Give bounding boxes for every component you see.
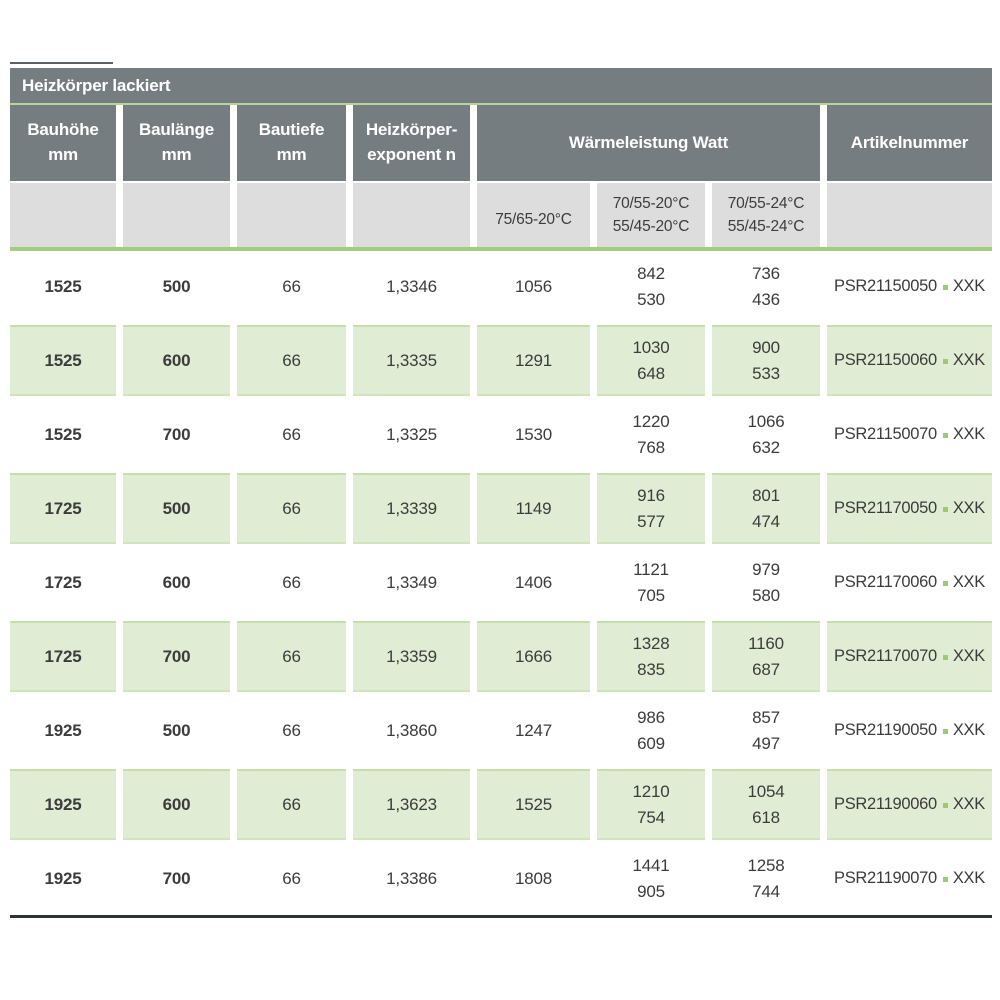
subheader-cell-empty	[10, 181, 116, 247]
cell-exponent: 1,3359	[353, 621, 470, 692]
cell-baulaenge: 600	[123, 325, 230, 396]
cell-exponent: 1,3349	[353, 547, 470, 618]
bottom-rule	[10, 915, 992, 918]
cell-exponent: 1,3339	[353, 473, 470, 544]
green-dot-icon	[943, 359, 948, 364]
cell-watt-70-55-20: 1030 648	[597, 325, 705, 396]
cell-exponent: 1,3346	[353, 251, 470, 322]
cell-watt-70-55-24: 801 474	[712, 473, 820, 544]
cell-artikelnummer: PSR21190060 XXK	[827, 769, 992, 840]
header-label: mm	[48, 145, 78, 164]
table-row	[10, 621, 992, 692]
cell-bauhoehe: 1525	[10, 325, 116, 396]
cell-watt-75-65: 1149	[477, 473, 590, 544]
subheader-cell-70-55-24	[712, 181, 820, 247]
cell-baulaenge: 500	[123, 473, 230, 544]
header-table	[3, 105, 999, 247]
cell-watt-70-55-20: 1121 705	[597, 547, 705, 618]
cell-bauhoehe: 1525	[10, 399, 116, 470]
subheader-label: 70/55-20°C	[612, 194, 690, 212]
header-label: exponent n	[367, 145, 456, 164]
datasheet-table	[10, 62, 992, 918]
cell-bauhoehe: 1725	[10, 473, 116, 544]
table-row	[10, 473, 992, 544]
header-cell-baulaenge	[123, 105, 230, 181]
green-dot-icon	[943, 507, 948, 512]
green-dot-icon	[943, 581, 948, 586]
cell-watt-75-65: 1291	[477, 325, 590, 396]
table-row	[10, 325, 992, 396]
cell-bautiefe: 66	[237, 769, 346, 840]
cell-baulaenge: 700	[123, 399, 230, 470]
table-row	[10, 547, 992, 618]
green-dot-icon	[943, 655, 948, 660]
cell-watt-70-55-20: 916 577	[597, 473, 705, 544]
cell-bautiefe: 66	[237, 621, 346, 692]
header-cell-bautiefe	[237, 105, 346, 181]
table-row	[10, 399, 992, 470]
cell-watt-70-55-24: 900 533	[712, 325, 820, 396]
cell-artikelnummer: PSR21190070 XXK	[827, 843, 992, 914]
cell-watt-75-65: 1530	[477, 399, 590, 470]
cell-bauhoehe: 1925	[10, 695, 116, 766]
subheader-cell-empty	[237, 181, 346, 247]
cell-baulaenge: 700	[123, 621, 230, 692]
header-label: Bauhöhe	[27, 120, 99, 140]
top-rule	[10, 62, 113, 64]
cell-watt-75-65: 1808	[477, 843, 590, 914]
cell-watt-70-55-24: 736 436	[712, 251, 820, 322]
cell-artikelnummer: PSR21150060 XXK	[827, 325, 992, 396]
table-title: Heizkörper lackiert	[22, 76, 171, 95]
cell-watt-70-55-24: 1054 618	[712, 769, 820, 840]
subheader-cell-empty	[353, 181, 470, 247]
cell-baulaenge: 500	[123, 695, 230, 766]
header-label: mm	[161, 145, 192, 164]
header-label: Heizkörper-	[365, 120, 458, 140]
cell-watt-70-55-20: 842 530	[597, 251, 705, 322]
header-label: mm	[276, 145, 307, 164]
cell-exponent: 1,3335	[353, 325, 470, 396]
cell-watt-70-55-20: 1441 905	[597, 843, 705, 914]
subheader-label: 75/65-20°C	[495, 211, 572, 229]
table-title-band	[10, 68, 992, 103]
table-row	[10, 695, 992, 766]
cell-baulaenge: 700	[123, 843, 230, 914]
cell-watt-75-65: 1056	[477, 251, 590, 322]
green-dot-icon	[943, 803, 948, 808]
header-label: Bautiefe	[258, 120, 325, 140]
header-cell-exponent	[353, 105, 470, 181]
green-dot-icon	[943, 877, 948, 882]
cell-watt-75-65: 1247	[477, 695, 590, 766]
cell-watt-70-55-20: 1220 768	[597, 399, 705, 470]
subheader-cell-empty	[827, 181, 992, 247]
column-header-row	[10, 105, 992, 181]
cell-exponent: 1,3325	[353, 399, 470, 470]
cell-watt-70-55-24: 1160 687	[712, 621, 820, 692]
subheader-cell-70-55-20	[597, 181, 705, 247]
cell-baulaenge: 600	[123, 769, 230, 840]
subheader-label: 70/55-24°C	[727, 194, 805, 212]
subheader-row	[10, 181, 992, 247]
cell-baulaenge: 600	[123, 547, 230, 618]
table-row	[10, 769, 992, 840]
cell-artikelnummer: PSR21150070 XXK	[827, 399, 992, 470]
data-table	[3, 248, 999, 917]
subheader-cell-75-65	[477, 181, 590, 247]
subheader-label: 55/45-20°C	[612, 218, 690, 235]
green-dot-icon	[943, 285, 948, 290]
cell-watt-70-55-24: 1066 632	[712, 399, 820, 470]
cell-watt-75-65: 1666	[477, 621, 590, 692]
cell-bautiefe: 66	[237, 843, 346, 914]
header-label: Baulänge	[139, 120, 214, 140]
cell-bautiefe: 66	[237, 325, 346, 396]
cell-watt-70-55-20: 1210 754	[597, 769, 705, 840]
cell-bauhoehe: 1525	[10, 251, 116, 322]
green-dot-icon	[943, 729, 948, 734]
cell-exponent: 1,3386	[353, 843, 470, 914]
cell-exponent: 1,3860	[353, 695, 470, 766]
header-label: Artikelnummer	[850, 132, 969, 152]
cell-bauhoehe: 1925	[10, 843, 116, 914]
cell-artikelnummer: PSR21190050 XXK	[827, 695, 992, 766]
cell-artikelnummer: PSR21170070 XXK	[827, 621, 992, 692]
cell-artikelnummer: PSR21170060 XXK	[827, 547, 992, 618]
table-row	[10, 251, 992, 322]
cell-bautiefe: 66	[237, 399, 346, 470]
cell-bauhoehe: 1725	[10, 621, 116, 692]
cell-watt-70-55-24: 979 580	[712, 547, 820, 618]
subheader-cell-empty	[123, 181, 230, 247]
header-cell-waermeleistung	[477, 105, 820, 181]
cell-baulaenge: 500	[123, 251, 230, 322]
cell-bautiefe: 66	[237, 251, 346, 322]
cell-watt-70-55-24: 857 497	[712, 695, 820, 766]
cell-artikelnummer: PSR21150050 XXK	[827, 251, 992, 322]
cell-bauhoehe: 1725	[10, 547, 116, 618]
cell-bautiefe: 66	[237, 695, 346, 766]
cell-watt-75-65: 1525	[477, 769, 590, 840]
subheader-label: 55/45-24°C	[727, 218, 805, 235]
cell-artikelnummer: PSR21170050 XXK	[827, 473, 992, 544]
cell-bautiefe: 66	[237, 473, 346, 544]
header-label: Wärmeleistung Watt	[568, 132, 729, 152]
cell-exponent: 1,3623	[353, 769, 470, 840]
table-row	[10, 843, 992, 914]
header-cell-artikelnummer	[827, 105, 992, 181]
header-cell-bauhoehe	[10, 105, 116, 181]
cell-bautiefe: 66	[237, 547, 346, 618]
cell-watt-75-65: 1406	[477, 547, 590, 618]
cell-bauhoehe: 1925	[10, 769, 116, 840]
cell-watt-70-55-20: 1328 835	[597, 621, 705, 692]
cell-watt-70-55-20: 986 609	[597, 695, 705, 766]
green-dot-icon	[943, 433, 948, 438]
cell-watt-70-55-24: 1258 744	[712, 843, 820, 914]
